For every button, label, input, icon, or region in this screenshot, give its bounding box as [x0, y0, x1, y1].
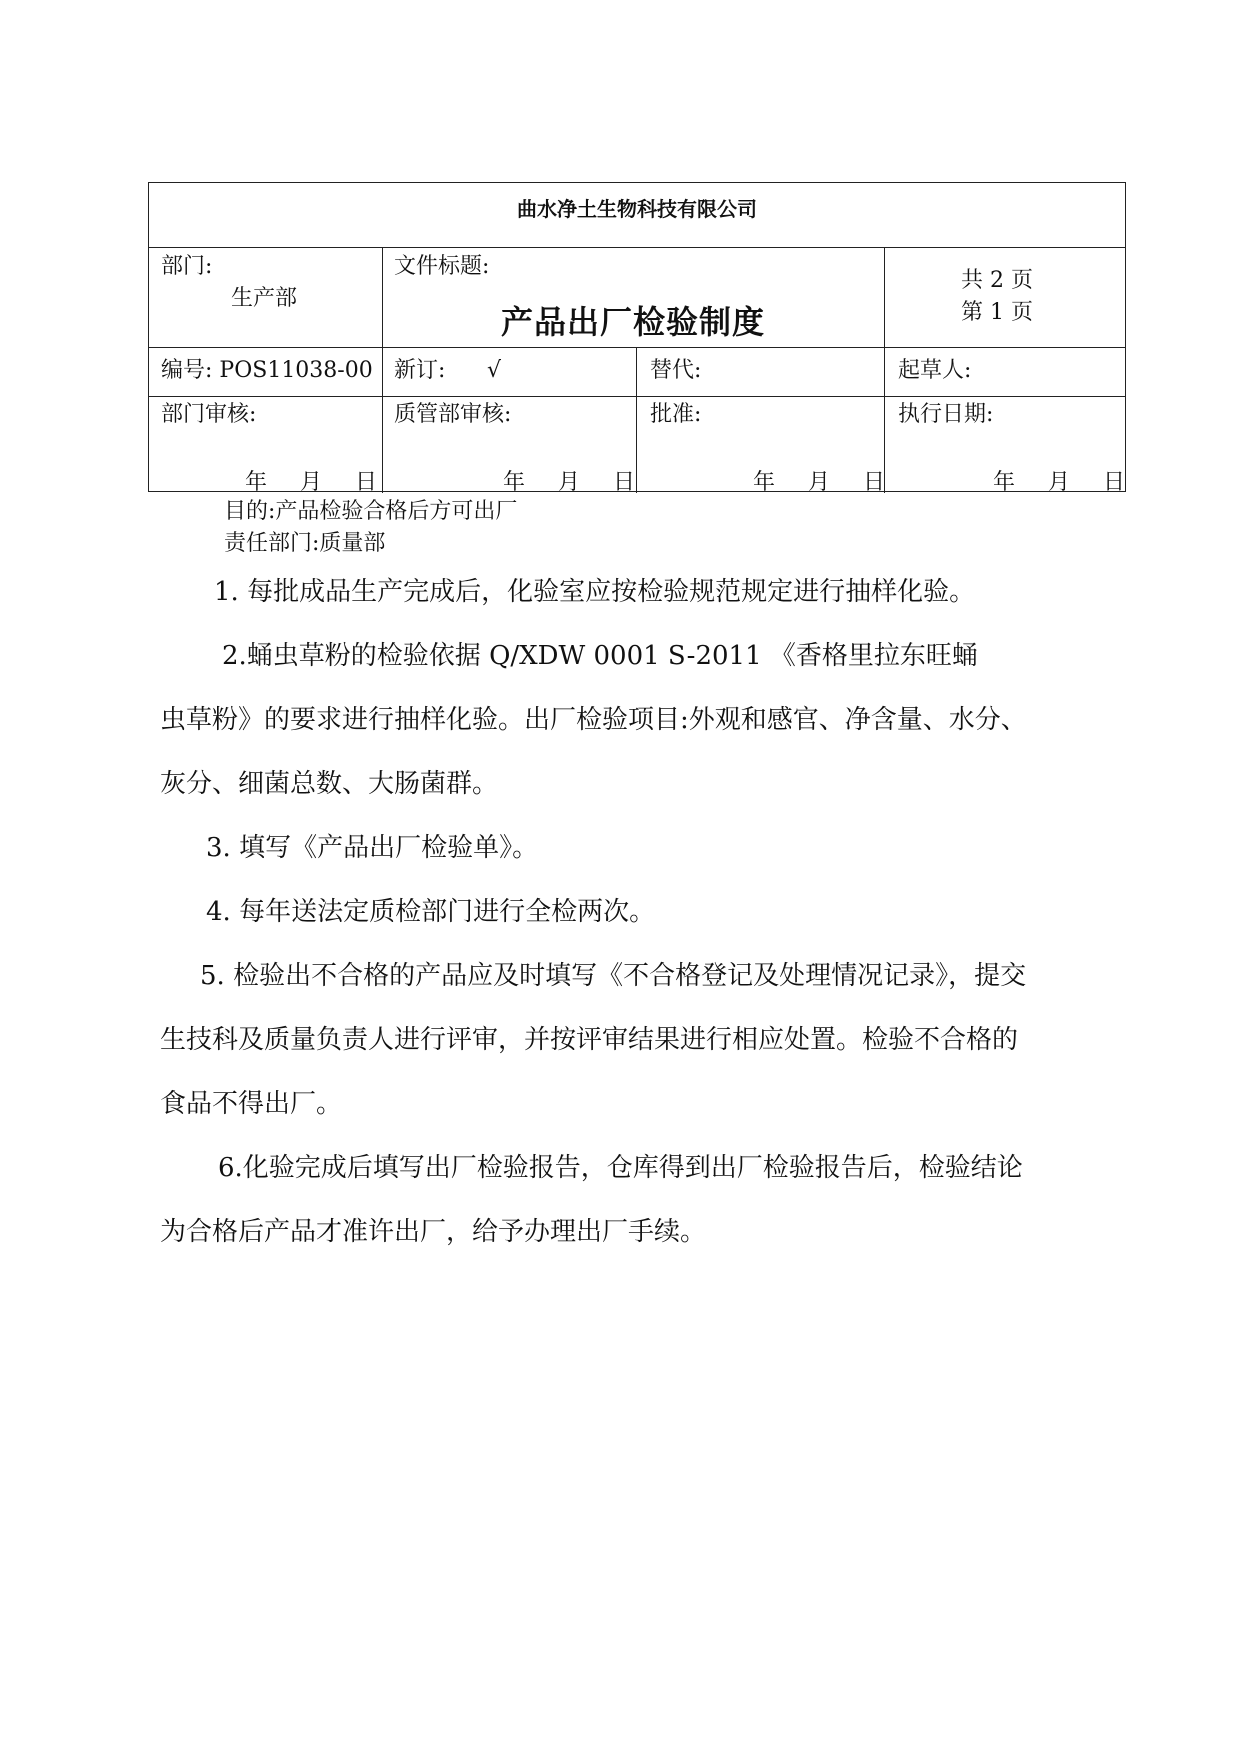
table-rule [149, 347, 1125, 348]
dept-review-label: 部门审核: [161, 402, 257, 427]
date-year: 年 [753, 470, 776, 495]
date-fields [245, 465, 377, 496]
table-rule [636, 347, 637, 493]
paragraph-2-line-3: 灰分、细菌总数、大肠菌群。 [160, 769, 499, 799]
qa-review-label: 质管部审核: [394, 402, 512, 427]
purpose-line: 目的:产品检验合格后方可出厂 [224, 499, 518, 524]
document-title: 产品出厂检验制度 [501, 303, 766, 341]
title-label: 文件标题: [394, 254, 490, 279]
paragraph-2-line-1: 2.蛹虫草粉的检验依据 Q/XDW 0001 S-2011 《香格里拉东旺蛹 [222, 641, 978, 671]
dept-label: 部门: [161, 254, 213, 279]
date-fields [993, 465, 1125, 496]
company-name: 曲水净土生物科技有限公司 [517, 197, 757, 221]
date-fields [503, 465, 635, 496]
paragraph-3: 3. 填写《产品出厂检验单》。 [206, 833, 539, 863]
paragraph-2-line-2: 虫草粉》的要求进行抽样化验。出厂检验项目:外观和感官、净含量、水分、 [160, 705, 1027, 735]
date-year: 年 [993, 470, 1016, 495]
table-rule [884, 247, 885, 493]
current-page: 第 1 页 [961, 300, 1033, 325]
date-fields [753, 465, 885, 496]
date-month: 月 [808, 470, 831, 495]
responsible-line: 责任部门:质量部 [224, 531, 386, 556]
paragraph-5-line-2: 生技科及质量负责人进行评审，并按评审结果进行相应处置。检验不合格的 [160, 1025, 1019, 1055]
date-year: 年 [245, 470, 268, 495]
paragraph-4: 4. 每年送法定质检部门进行全检两次。 [206, 897, 656, 927]
date-day: 日 [613, 470, 636, 495]
paragraph-5-line-3: 食品不得出厂。 [160, 1089, 343, 1119]
paragraph-6-line-1: 6.化验完成后填写出厂检验报告，仓库得到出厂检验报告后，检验结论 [218, 1153, 1023, 1183]
paragraph-1: 1. 每批成品生产完成后，化验室应按检验规范规定进行抽样化验。 [214, 577, 976, 607]
date-month: 月 [558, 470, 581, 495]
document-code: 编号: POS11038-00 [161, 358, 373, 383]
drafter-label: 起草人: [898, 358, 972, 383]
paragraph-6-line-2: 为合格后产品才准许出厂，给予办理出厂手续。 [160, 1217, 707, 1247]
table-rule [149, 396, 1125, 397]
replace-label: 替代: [650, 358, 702, 383]
new-checkmark: √ [487, 358, 502, 383]
paragraph-5-line-1: 5. 检验出不合格的产品应及时填写《不合格登记及处理情况记录》，提交 [200, 961, 1027, 991]
date-month: 月 [300, 470, 323, 495]
exec-date-label: 执行日期: [898, 402, 994, 427]
approve-label: 批准: [650, 402, 702, 427]
document-header-table [148, 182, 1126, 495]
dept-value: 生产部 [231, 286, 298, 311]
date-day: 日 [863, 470, 886, 495]
date-day: 日 [1103, 470, 1126, 495]
new-label: 新订: [394, 358, 446, 383]
date-year: 年 [503, 470, 526, 495]
date-day: 日 [355, 470, 378, 495]
date-month: 月 [1048, 470, 1071, 495]
total-pages: 共 2 页 [961, 268, 1033, 293]
